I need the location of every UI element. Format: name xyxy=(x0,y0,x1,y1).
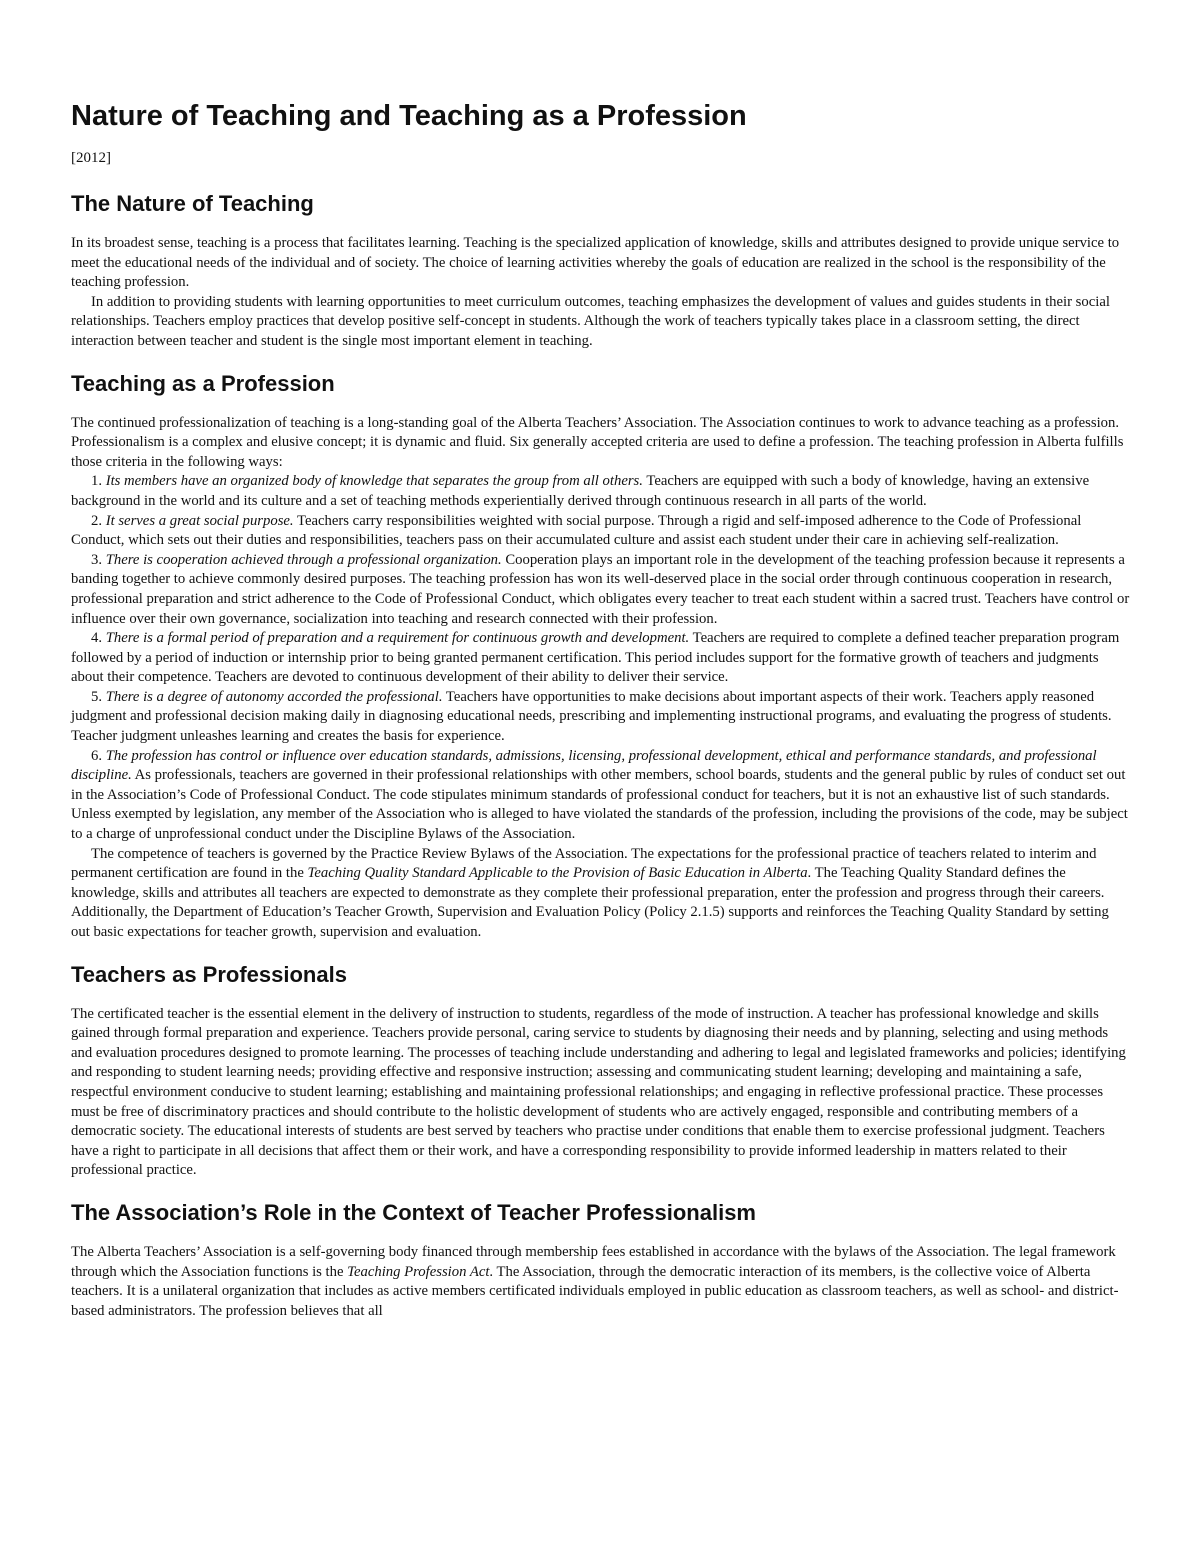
section-heading: The Association’s Role in the Context of Teacher Professionalism xyxy=(71,1199,756,1225)
section-teachers-as-professionals xyxy=(71,961,1130,1181)
paragraph-text: . The Teaching Quality Standard defines the knowledge, skills and attributes all teachers are expected to demonstrate as they complete their professional preparation, enter the profession and progress through their careers. Additionally, the Department of Education’s Teacher Growth, Supervision and Evaluation Policy (Policy 2.1.5) supports and reinforces the Teaching Quality Standard by setting out basic expectations for teacher growth, supervision and evaluation. xyxy=(71,865,1109,940)
criterion-text: Teachers have opportunities to make decisions about important aspects of their work. Teachers apply reasoned judgment and professional decision making daily in diagnosing educational needs, prescribing and implementing instructional programs, and evaluating the progress of students. Teacher judgment unleashes learning and creates the basis for experience. xyxy=(71,688,1112,745)
criterion-number: 6. xyxy=(91,747,103,764)
paragraph: In addition to providing students with learning opportunities to meet curriculum outcomes, teaching emphasizes the development of values and guides students in their social relationships. Teachers employ practices that develop positive self-concept in students. Although the work of teachers typically takes place in a classroom setting, the direct interaction between teacher and student is the single most important element in teaching. xyxy=(71,293,1110,349)
criterion-item xyxy=(71,551,1130,629)
criterion-number: 1. xyxy=(91,473,103,490)
criterion-number: 4. xyxy=(91,630,103,647)
document-page xyxy=(71,98,1130,1339)
document-year: [2012] xyxy=(71,150,111,166)
criterion-lead: Its members have an organized body of knowledge that separates the group from all others. xyxy=(105,473,643,490)
paragraph xyxy=(71,1243,1130,1321)
criterion-text: Teachers carry responsibilities weighted with social purpose. Through a rigid and self-imposed adherence to the Code of Professional Conduct, which sets out their duties and responsibilities, teachers pass on their accumulated culture and assist each student under their care in achieving self-realization. xyxy=(71,512,1082,549)
document-reference: Teaching Profession Act xyxy=(347,1263,490,1280)
paragraph-text: The competence of teachers is governed by the Practice Review Bylaws of the Association. The expectations for the professional practice of teachers related to interim and permanent certification are found in the xyxy=(71,845,1097,882)
criterion-item xyxy=(71,629,1130,688)
paragraph: The certificated teacher is the essential element in the delivery of instruction to students, regardless of the mode of instruction. A teacher has professional knowledge and skills gained through formal preparation and experience. Teachers provide personal, caring service to students by diagnosing their needs and by planning, selecting and using methods and evaluation procedures designed to promote learning. The processes of teaching include understanding and adhering to legal and legislated frameworks and policies; identifying and responding to student learning needs; providing effective and responsive instruction; assessing and communicating student learning; developing and maintaining a safe, respectful environment conducive to student learning; establishing and maintaining professional relationships; and engaging in reflective professional practice. These processes must be free of discriminatory practices and should contribute to the holistic development of students who are actively engaged, responsible and contributing members of a democratic society. The educational interests of students are best served by teachers who practise under conditions that enable them to exercise professional judgment. Teachers have a right to participate in all decisions that affect them or their work, and have a corresponding responsibility to provide informed leadership in matters related to their professional practice. xyxy=(71,1005,1126,1179)
section-teaching-as-profession xyxy=(71,370,1130,943)
criterion-text: As professionals, teachers are governed in their professional relationships with other members, school boards, students and the general public by rules of conduct set out in the Association’s Code of Professional Conduct. The code stipulates minimum standards of professional conduct for teachers, but it is not an exhaustive list of such standards. Unless exempted by legislation, any member of the Association who is alleged to have violated the standards of the profession, including the provisions of the code, may be subject to a charge of unprofessional conduct under the Discipline Bylaws of the Association. xyxy=(71,767,1128,843)
criterion-item xyxy=(71,472,1130,511)
criterion-lead: It serves a great social purpose. xyxy=(105,512,294,529)
criterion-text: Teachers are required to complete a defined teacher preparation program followed by a period of induction or internship prior to being granted permanent certification. This period includes support for the formative growth of teachers and judgments about their competence. Teachers are devoted to continuous development of their ability to deliver their service. xyxy=(71,630,1120,686)
criterion-number: 5. xyxy=(91,688,103,705)
criterion-lead: There is a formal period of preparation and a requirement for continuous growth and development. xyxy=(105,630,690,647)
section-association-role xyxy=(71,1199,1130,1321)
document-reference: Teaching Quality Standard Applicable to the Provision of Basic Education in Alberta xyxy=(307,865,808,882)
paragraph-text: The Alberta Teachers’ Association is a self-governing body financed through membership fees established in accordance with the bylaws of the Association. The legal framework through which the Association functions is the xyxy=(71,1243,1116,1280)
section-heading: The Nature of Teaching xyxy=(71,191,314,216)
criterion-number: 3. xyxy=(91,551,103,568)
criterion-item xyxy=(71,688,1130,747)
criterion-item xyxy=(71,512,1130,551)
criterion-lead: There is a degree of autonomy accorded the professional. xyxy=(105,688,443,705)
criterion-text: Cooperation plays an important role in the development of the teaching profession because it represents a banding together to achieve commonly desired purposes. The teaching profession has won its well-deserved place in the social order through continuous cooperation in research, professional preparation and strict adherence to the Code of Professional Conduct, which obligates every teacher to treat each student within a sacred trust. Teachers have control or influence over their own governance, socialization into teaching and research connected with their profession. xyxy=(71,551,1130,627)
paragraph-text: . The Association, through the democratic interaction of its members, is the collective voice of Alberta teachers. It is a unilateral organization that includes as active members certificated individuals employed in public education as classroom teachers, as well as school- and district-based administrators. The profession believes that all xyxy=(71,1263,1119,1319)
paragraph: The continued professionalization of teaching is a long-standing goal of the Alberta Teachers’ Association. The Association continues to work to advance teaching as a profession. Professionalism is a complex and elusive concept; it is dynamic and fluid. Six generally accepted criteria are used to define a profession. The teaching profession in Alberta fulfills those criteria in the following ways: xyxy=(71,414,1124,470)
section-nature-of-teaching xyxy=(71,190,1130,352)
criterion-item xyxy=(71,747,1130,845)
criterion-number: 2. xyxy=(91,512,103,529)
criterion-lead: The profession has control or influence over education standards, admissions, licensing, professional development, ethical and performance standards, and professional discipline. xyxy=(71,747,1097,784)
criterion-text: Teachers are equipped with such a body of knowledge, having an extensive background in the world and its culture and a set of teaching methods experientially derived through continuous research in all parts of the world. xyxy=(71,473,1090,509)
section-heading: Teaching as a Profession xyxy=(71,370,335,396)
paragraph xyxy=(71,845,1130,943)
section-heading: Teachers as Professionals xyxy=(71,961,347,987)
criterion-lead: There is cooperation achieved through a professional organization. xyxy=(105,551,502,568)
paragraph: In its broadest sense, teaching is a process that facilitates learning. Teaching is the specialized application of knowledge, skills and attributes designed to provide unique service to meet the educational needs of the individual and of society. The choice of learning activities whereby the goals of education are realized in the school is the responsibility of the teaching profession. xyxy=(71,235,1120,291)
document-title: Nature of Teaching and Teaching as a Profession xyxy=(71,100,747,132)
